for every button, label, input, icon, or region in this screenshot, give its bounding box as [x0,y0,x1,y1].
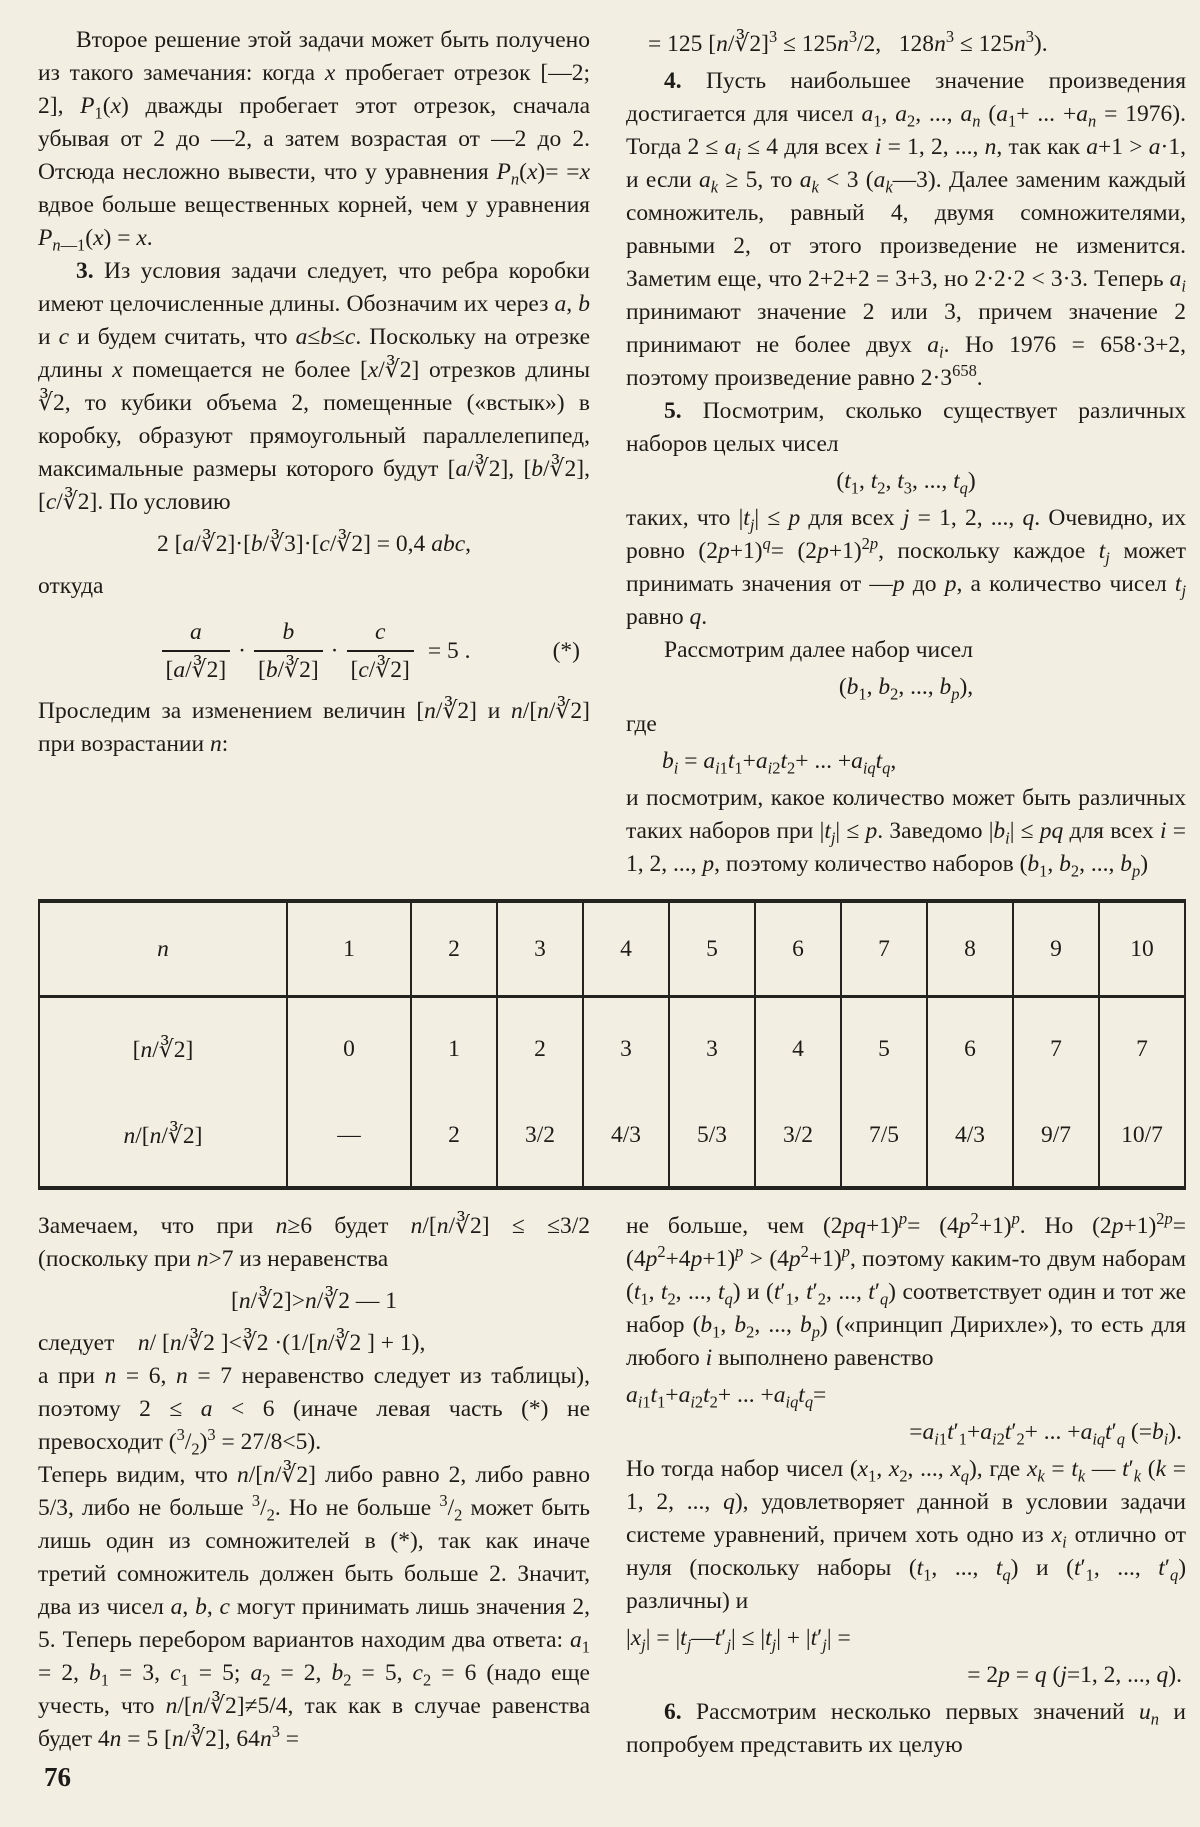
table-cell: 7 [1099,997,1185,1093]
table-cell: 3/2 [755,1092,841,1188]
paragraph: Теперь видим, что n/[n/∛2] либо равно 2, либо равно 5/3, либо не больше $^3/_2$. Но не больше $^3/_2$ может быть лишь один из сомножителей в (*), так как иначе третий сомножитель должен быть больше 2. Значит, два из чисел a, b, c могут принимать лишь значения 2, 5. Теперь перебором вариантов находим два ответа: $a_1 = 2$, $b_1 = 3$, $c_1 = 5$; $a_2 = 2$, $b_2 = 5$, $c_2 = 6$ (надо еще учесть, что n/[n/∛2]≠5/4, так как в случае равенства будет 4n = 5 [n/∛2], $64n^3$ = [38,1462,591,1752]
top-columns [38,24,1186,881]
fraction-numerator: c [347,617,414,652]
display-equation: ($t_1$, $t_2$, $t_3$, ..., $t_q$) [836,468,976,498]
display-equation: $a_{i1}t_1+a_{i2}t_2+$ ... $+a_{iq}t_q=$ [626,1382,827,1412]
table-row [39,997,1185,1093]
equation-rhs: = 5 . [427,638,471,664]
table-header-cell: 4 [583,901,669,997]
table-cell: 6 [927,997,1013,1093]
table-cell: 3/2 [497,1092,583,1188]
table-header-cell: 7 [841,901,927,997]
table-header-row [39,901,1185,997]
table-header-cell: 1 [287,901,411,997]
display-equation: ($b_1$, $b_2$, ..., $b_p$), [838,674,974,704]
table-cell: 3 [583,997,669,1093]
table-cell: 9/7 [1013,1092,1099,1188]
right-column-top [626,24,1186,881]
paragraph: Проследим за изменением величин [n/∛2] и n/[n/∛2] при возрастании n: [38,698,590,757]
table-header-cell: 5 [669,901,755,997]
table-cell: 7/5 [841,1092,927,1188]
table-header-cell: 2 [411,901,497,997]
fraction-denominator: [c/∛2] [350,657,410,683]
multiplication-dot: · [330,638,339,664]
fraction-numerator: b [254,617,323,652]
paragraph: не больше, чем $(2pq+1)^p= (4p^2+1)^p$. Но $(2p+1)^{2p}= (4p^2+4p+1)^p > (4p^2+1)^p$, поэтому каким-то двум наборам ($t_1$, $t_2$, ..., $t_q$) и ($t'_1$, $t'_2$, ..., $t'_q$) соответствует один и тот же набор ($b_1$, $b_2$, ..., $b_p$) («принцип Дирихле»), то есть для любого i выполнено равенство [626,1209,1187,1371]
display-equation-star [38,617,590,685]
values-table [38,899,1186,1190]
table-cell: 2 [497,997,583,1093]
paragraph: следует n/ [n/∛2 ]<∛2 ·(1/[n/∛2 ] + 1), [38,1330,426,1356]
table-cell: 5 [841,997,927,1093]
equation-tag: (*) [552,638,580,664]
table-cell: 4/3 [583,1092,669,1188]
display-equation: = 125 [n/∛2]$^3$ ≤ $125n^3/2$, $128n^3 \le 125n^3$). [648,27,1048,57]
paragraph: и посмотрим, какое количество может быть различных таких наборов при $|t_j| \le p$. Заведомо $|b_i|$ ≤ pq для всех i = 1, 2, ..., p, поэтому количество наборов ($b_1$, $b_2$, ..., $b_p$) [626,785,1186,881]
row-label: n/[n/∛2] [123,1122,203,1149]
fraction [162,617,231,685]
paragraph: Но тогда набор чисел ($x_1$, $x_2$, ..., $x_q$), где $x_k = t_k$ — $t'_k$ (k = 1, 2, ..., q), удовлетворяет данной в условии задачи системе уравнений, причем хоть одно из $x_i$ отлично от нуля (поскольку наборы ($t_1$, ..., $t_q$) и ($t'_1$, ..., $t'_q$) различны) и [626,1456,1187,1614]
paragraph: где [626,711,657,737]
table-cell: — [287,1092,411,1188]
table-header-cell: n [39,901,287,997]
right-column-bottom [626,1210,1186,1762]
paragraph: 4. Пусть наибольшее значение произведения достигается для чисел $a_1$, $a_2$, ..., $a_n$ ($a_1+$ ... $+a_n = 1976$). Тогда $2 \le a_i \le 4$ для всех i = 1, 2, ..., n, так как a+1 > a·1, и если $a_k \ge 5$, то $a_k < 3$ $(a_k—3)$. Далее заменим каждый сомножитель, равный 4, двумя сомножителями, равными 2, от этого произведение не изменится. Заметим еще, что 2+2+2 = 3+3, но 2·2·2 < 3·3. Теперь $a_i$ принимают значение 2 или 3, причем значение 2 принимают не более двух $a_i$. Но 1976 = 658·3+2, поэтому произведение равно $2\cdot 3^{658}$. [626,68,1187,391]
table-cell: 7 [1013,997,1099,1093]
table-cell: 4/3 [927,1092,1013,1188]
table-header-cell: 8 [927,901,1013,997]
fraction-denominator: [b/∛2] [258,657,319,683]
paragraph: а при n = 6, n = 7 неравенство следует из таблицы), поэтому 2 ≤ a < 6 (иначе левая часть (*) не превосходит $(^3/_2)^3 = 27/8<5$). [38,1363,590,1459]
table-cell: 3 [669,997,755,1093]
table-cell: 4 [755,997,841,1093]
table-header-cell: 6 [755,901,841,997]
fraction-numerator: a [162,617,231,652]
fraction [254,617,323,685]
display-equation: $=a_{i1}t'_1+a_{i2}t'_2+$ ... $+a_{iq}t'_q$ $(=b_i)$. [909,1419,1182,1449]
multiplication-dot: · [238,638,246,664]
display-equation: $b_i = a_{i1}t_1+a_{i2}t_2+$ ... $+a_{iq}t_q$, [662,748,897,778]
table-cell: 2 [411,1092,497,1188]
paragraph: 3. Из условия задачи следует, что ребра коробки имеют целочисленные длины. Обозначим их через a, b и c и будем считать, что a≤b≤c. Поскольку на отрезке длины x помещается не более [x/∛2] отрезков длины ∛2, то кубики объема 2, помещенные («встык») в коробку, образуют прямоугольный параллелепипед, максимальные размеры которого будут [a/∛2], [b/∛2], [c/∛2]. По условию [38,258,591,515]
table-header-cell: 3 [497,901,583,997]
table-cell: 0 [287,997,411,1093]
display-equation: 2 [a/∛2]·[b/∛3]·[c/∛2] = 0,4 abc, [156,531,471,557]
paragraph: откуда [38,573,104,599]
left-column-bottom [38,1210,590,1762]
table-cell: 5/3 [669,1092,755,1188]
bottom-columns [38,1210,1186,1762]
display-equation: = 2p = q (j=1, 2, ..., q). [967,1662,1182,1688]
paragraph: Рассмотрим далее набор чисел [664,637,973,663]
page-number: 76 [44,1762,71,1792]
display-equation: $|x_j|$ = $|t_j—t'_j| \le |t_j| + |t'_j|$ = [626,1625,851,1655]
paragraph: Замечаем, что при n≥6 будет n/[n/∛2] ≤ ≤3/2 (поскольку при n>7 из неравенства [38,1213,591,1272]
paragraph: 6. Рассмотрим несколько первых значений $u_n$ и попробуем представить их целую [626,1699,1187,1758]
row-label: [n/∛2] [132,1036,194,1063]
table-cell: 10/7 [1099,1092,1185,1188]
table-header-cell: 10 [1099,901,1185,997]
paragraph: Второе решение этой задачи может быть получено из такого замечания: когда x пробегает отрезок [—2; 2], $P_1(x)$ дважды пробегает этот отрезок, сначала убывая от 2 до —2, а затем возрастая от —2 до 2. Отсюда несложно вывести, что у уравнения $P_n(x)= =x$ вдвое больше вещественных корней, чем у уравнения $P_{n—1}(x) = x$. [38,27,591,255]
table-cell: 1 [411,997,497,1093]
table-row [39,1092,1185,1188]
fraction-denominator: [a/∛2] [165,657,227,683]
left-column-top [38,24,590,881]
paragraph: таких, что $|t_j| \le p$ для всех j = 1, 2, ..., q. Очевидно, их ровно $(2p+1)^q= (2p+1)^{2p}$, поскольку каждое $t_j$ может принимать значения от —p до p, а количество чисел $t_j$ равно q. [626,505,1187,630]
fraction [347,617,414,685]
table-header-cell: 9 [1013,901,1099,997]
display-equation: [n/∛2]>n/∛2 — 1 [231,1288,397,1314]
paragraph: 5. Посмотрим, сколько существует различных наборов целых чисел [626,398,1186,457]
